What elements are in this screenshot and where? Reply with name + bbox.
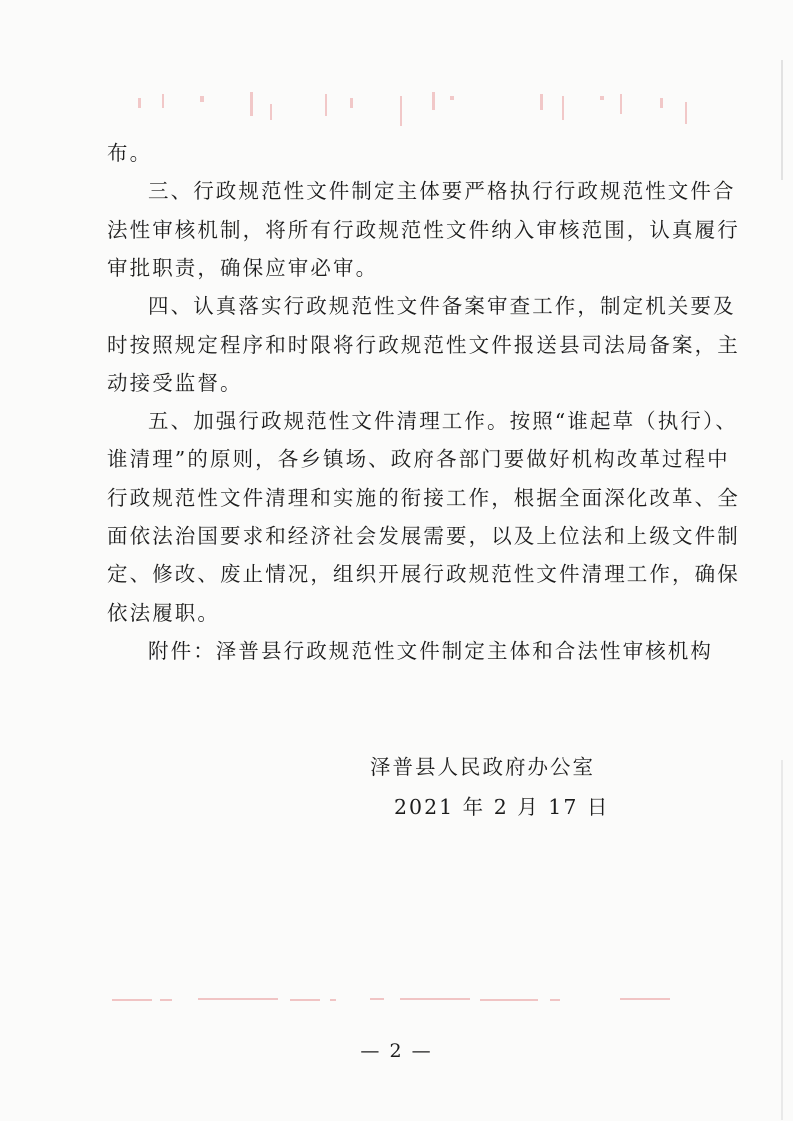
body-text-line: 四、认真落实行政规范性文件备案审查工作，制定机关要及 — [148, 294, 736, 319]
body-text-line: 谁清理”的原则，各乡镇场、政府各部门要做好机构改革过程中 — [107, 447, 730, 472]
scan-edge-shadow-lower — [781, 760, 783, 1120]
body-text-line: 法性审核机制，将所有行政规范性文件纳入审核范围，认真履行 — [107, 217, 740, 242]
body-text-line: 依法履职。 — [107, 600, 220, 625]
bleed-through-marks-bottom — [100, 985, 700, 1035]
scan-edge-shadow — [781, 60, 783, 180]
issuer-name: 泽普县人民政府办公室 — [370, 755, 595, 779]
body-text-line: 时按照规定程序和时限将行政规范性文件报送县司法局备案，主 — [107, 332, 740, 357]
page-number: — 2 — — [360, 1040, 433, 1062]
body-text-line: 行政规范性文件清理和实施的衔接工作，根据全面深化改革、全 — [107, 485, 740, 510]
body-text-line: 布。 — [107, 141, 153, 165]
body-text-line: 三、行政规范性文件制定主体要严格执行行政规范性文件合 — [148, 179, 736, 204]
bleed-through-marks-top — [100, 86, 700, 136]
body-text-line: 附件：泽普县行政规范性文件制定主体和合法性审核机构 — [148, 638, 713, 663]
body-text-line: 面依法治国要求和经济社会发展需要，以及上位法和上级文件制 — [107, 524, 740, 548]
body-text-line: 动接受监督。 — [107, 370, 243, 395]
body-text-line: 定、修改、废止情况，组织开展行政规范性文件清理工作，确保 — [107, 562, 740, 587]
body-text-line: 审批职责，确保应审必审。 — [107, 255, 379, 280]
issue-date: 2021 年 2 月 17 日 — [394, 795, 610, 819]
body-text-line: 五、加强行政规范性文件清理工作。按照“谁起草（执行）、 — [148, 409, 738, 434]
